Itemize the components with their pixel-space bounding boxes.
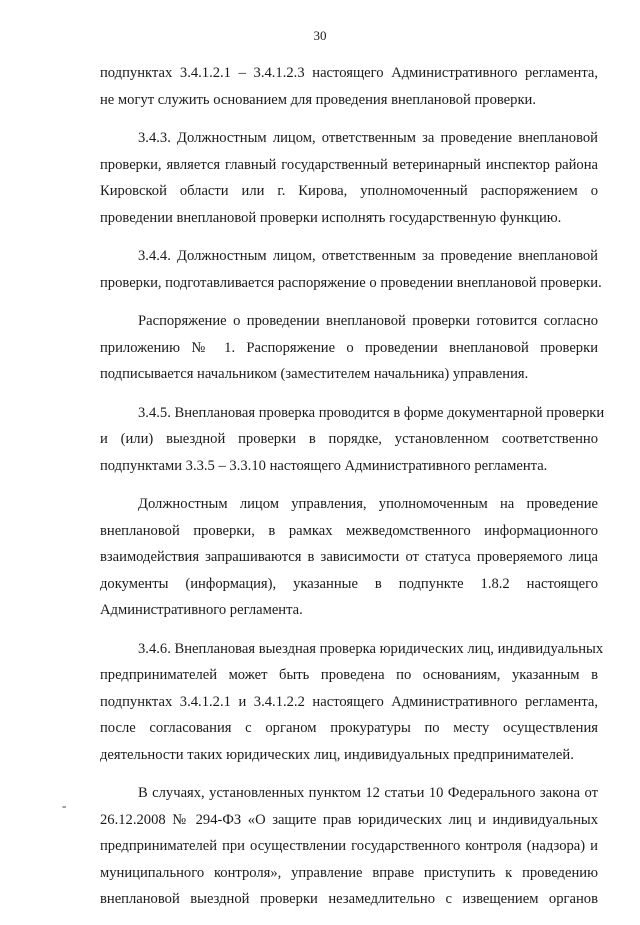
- paragraph: [100, 243, 602, 296]
- paragraph: [100, 125, 598, 231]
- text-line: предпринимателей при осуществлении государственного контроля (надзора) и: [100, 838, 598, 854]
- text-line: подпунктами 3.3.5 – 3.3.10 настоящего Административного регламента.: [100, 457, 548, 474]
- text-line: взаимодействия запрашиваются в зависимости от статуса проверяемого лица: [100, 549, 598, 565]
- text-line: внеплановой выездной проверки незамедлительно с извещением органов: [100, 891, 598, 907]
- text-line: Кировской области или г. Кирова, уполномоченный распоряжением о: [100, 183, 598, 199]
- paragraph: [100, 491, 598, 624]
- text-line: Распоряжение о проведении внеплановой проверки готовится согласно: [138, 313, 598, 329]
- margin-mark: -: [62, 798, 67, 813]
- text-line: подписывается начальником (заместителем начальника) управления.: [100, 366, 529, 382]
- text-line: проведении внеплановой проверки исполнять государственную функцию.: [100, 209, 562, 226]
- text-line: 26.12.2008 № 294-ФЗ «О защите прав юридических лиц и индивидуальных: [100, 811, 598, 828]
- text-line: внеплановой проверки, в рамках межведомственного информационного: [100, 522, 598, 539]
- text-line: муниципального контроля», управление вправе приступить к проведению: [100, 864, 598, 881]
- text-line: не могут служить основанием для проведения внеплановой проверки.: [100, 91, 536, 108]
- paragraph: [100, 400, 605, 480]
- text-line: 3.4.4. Должностным лицом, ответственным за проведение внеплановой: [138, 248, 598, 264]
- text-line: подпунктах 3.4.1.2.1 – 3.4.1.2.3 настоящего Административного регламента,: [100, 65, 598, 81]
- text-line: деятельности таких юридических лиц, индивидуальных предпринимателей.: [100, 746, 574, 763]
- text-line: 3.4.6. Внеплановая выездная проверка юридических лиц, индивидуальных: [138, 640, 604, 657]
- text-line: Должностным лицом управления, уполномоченным на проведение: [138, 496, 598, 512]
- text-line: приложению № 1. Распоряжение о проведении внеплановой проверки: [100, 339, 598, 356]
- paragraph: [100, 60, 598, 113]
- text-line: проверки, подготавливается распоряжение о проведении внеплановой проверки.: [100, 274, 602, 291]
- text-line: предпринимателей может быть проведена по основаниям, указанным в: [100, 667, 598, 683]
- text-line: документы (информация), указанные в подпункте 1.8.2 настоящего: [100, 575, 598, 592]
- document-body: [100, 60, 605, 925]
- text-line: 3.4.5. Внеплановая проверка проводится в форме документарной проверки: [138, 404, 605, 421]
- text-line: проверки, является главный государственный ветеринарный инспектор района: [100, 156, 598, 173]
- text-line: 3.4.3. Должностным лицом, ответственным за проведение внеплановой: [138, 130, 598, 146]
- page-number: 30: [313, 28, 327, 43]
- text-line: В случаях, установленных пунктом 12 статьи 10 Федерального закона от: [138, 785, 598, 801]
- text-line: после согласования с органом прокуратуры по месту осуществления: [100, 720, 598, 736]
- text-line: подпунктах 3.4.1.2.1 и 3.4.1.2.2 настоящего Административного регламента,: [100, 693, 598, 710]
- text-line: Административного регламента.: [100, 602, 303, 618]
- paragraph: [100, 308, 598, 388]
- paragraph: [100, 780, 598, 913]
- paragraph: [100, 636, 604, 769]
- text-line: и (или) выездной проверки в порядке, установленном соответственно: [100, 431, 598, 447]
